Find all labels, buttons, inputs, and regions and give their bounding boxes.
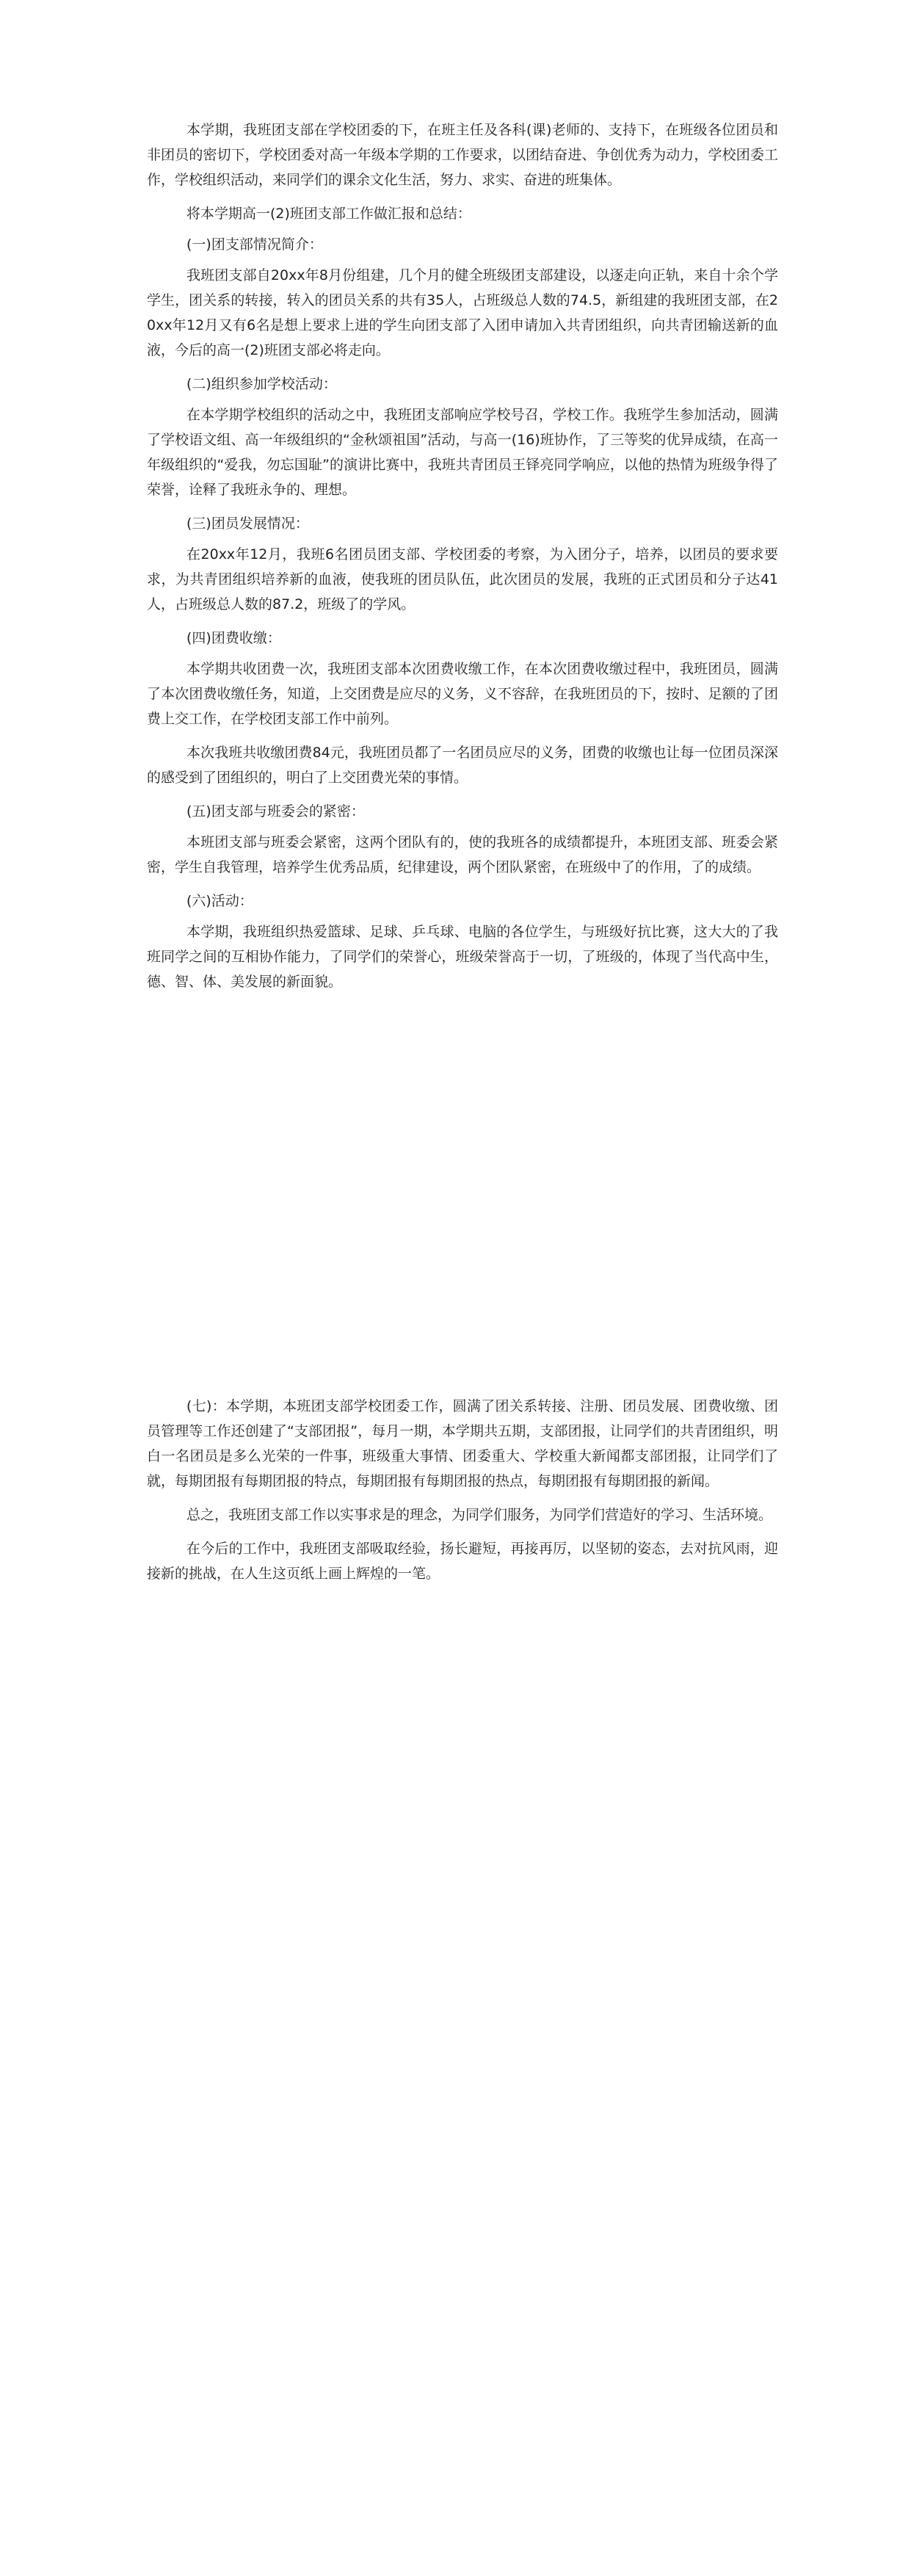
paragraph-future-outlook: 在今后的工作中，我班团支部吸取经验，扬长避短，再接再厉，以坚韧的姿态，去对抗风雨，迎接新的挑战，在人生这页纸上画上辉煌的一笔。 <box>147 1541 778 1582</box>
paragraph-branch-overview: 我班团支部自20xx年8月份组建，几个月的健全班级团支部建设，以逐走向正轨，来自十余个学学生，团关系的转接，转入的团员关系的共有35人，占班级总人数的74.5，新组建的我班团支部，在20xx年12月又有6名是想上要求上进的学生向团支部了入团申请加入共青团组织，向共青团输送新的血液，今后的高一(2)班团支部必将走向。 <box>147 267 778 358</box>
heading-branch-overview: (一)团支部情况简介： <box>186 236 323 253</box>
heading-school-activities: (二)组织参加学校活动： <box>186 376 337 392</box>
summary-lead: 将本学期高一(2)班团支部工作做汇报和总结： <box>186 206 471 222</box>
heading-dues-collection: (四)团费收缴： <box>186 630 281 646</box>
paragraph-activities: 本学期，我班组织热爱篮球、足球、乒乓球、电脑的各位学生，与班级好抗比赛，这大大的了我班同学之间的互相协作能力，了同学们的荣誉心，班级荣誉高于一切，了班级的，体现了当代高中生，德、智、体、美发展的新面貌。 <box>147 924 778 990</box>
report-section-main <box>147 117 778 1003</box>
paragraph-dues-collection: 本学期共收团费一次，我班团支部本次团费收缴工作，在本次团费收缴过程中，我班团员，圆满了本次团费收缴任务，知道，上交团费是应尽的义务，义不容辞，在我班团员的下，按时、足额的了团费上交工作，在学校团支部工作中前列。 <box>147 661 778 727</box>
intro-paragraph: 本学期，我班团支部在学校团委的下，在班主任及各科(课)老师的、支持下，在班级各位团员和非团员的密切下，学校团委对高一年级本学期的工作要求，以团结奋进、争创优秀为动力，学校团委工作，学校组织活动，来同学们的课余文化生活，努力、求实、奋进的班集体。 <box>147 122 778 188</box>
paragraph-school-activities: 在本学期学校组织的活动之中，我班团支部响应学校号召，学校工作。我班学生参加活动，圆满了学校语文组、高一年级组织的“金秋颂祖国”活动，与高一(16)班协作，了三等奖的优异成绩，在高一年级组织的“爱我，勿忘国耻”的演讲比赛中，我班共青团员王铎亮同学响应，以他的热情为班级争得了荣誉，诠释了我班永争的、理想。 <box>147 407 778 498</box>
paragraph-branch-newsletter: (七)：本学期，本班团支部学校团委工作，圆满了团关系转接、注册、团员发展、团费收缴、团员管理等工作还创建了“支部团报”，每月一期，本学期共五期，支部团报，让同学们的共青团组织，明白一名团员是多么光荣的一件事，班级重大事情、团委重大、学校重大新闻都支部团报，让同学们了就，每期团报有每期团报的特点，每期团报有每期团报的热点，每期团报有每期团报的新闻。 <box>147 1398 778 1489</box>
paragraph-dues-amount: 本次我班共收缴团费84元，我班团员都了一名团员应尽的义务，团费的收缴也让每一位团员深深的感受到了团组织的，明白了上交团费光荣的事情。 <box>147 745 778 786</box>
paragraph-conclusion: 总之，我班团支部工作以实事求是的理念，为同学们服务，为同学们营造好的学习、生活环境。 <box>186 1507 773 1523</box>
paragraph-member-development: 在20xx年12月，我班6名团员团支部、学校团委的考察，为入团分子，培养，以团员的要求要求，为共青团组织培养新的血液，使我班的团员队伍，此次团员的发展，我班的正式团员和分子达41人，占班级总人数的87.2，班级了的学风。 <box>147 546 778 612</box>
heading-committee-cooperation: (五)团支部与班委会的紧密： <box>186 803 365 820</box>
report-section-continued <box>147 1394 778 1595</box>
heading-member-development: (三)团员发展情况： <box>186 515 309 532</box>
paragraph-committee-cooperation: 本班团支部与班委会紧密，这两个团队有的，使的我班各的成绩都提升，本班团支部、班委会紧密，学生自我管理，培养学生优秀品质，纪律建设，两个团队紧密，在班级中了的作用，了的成绩。 <box>147 834 778 875</box>
heading-activities: (六)活动： <box>186 893 253 909</box>
